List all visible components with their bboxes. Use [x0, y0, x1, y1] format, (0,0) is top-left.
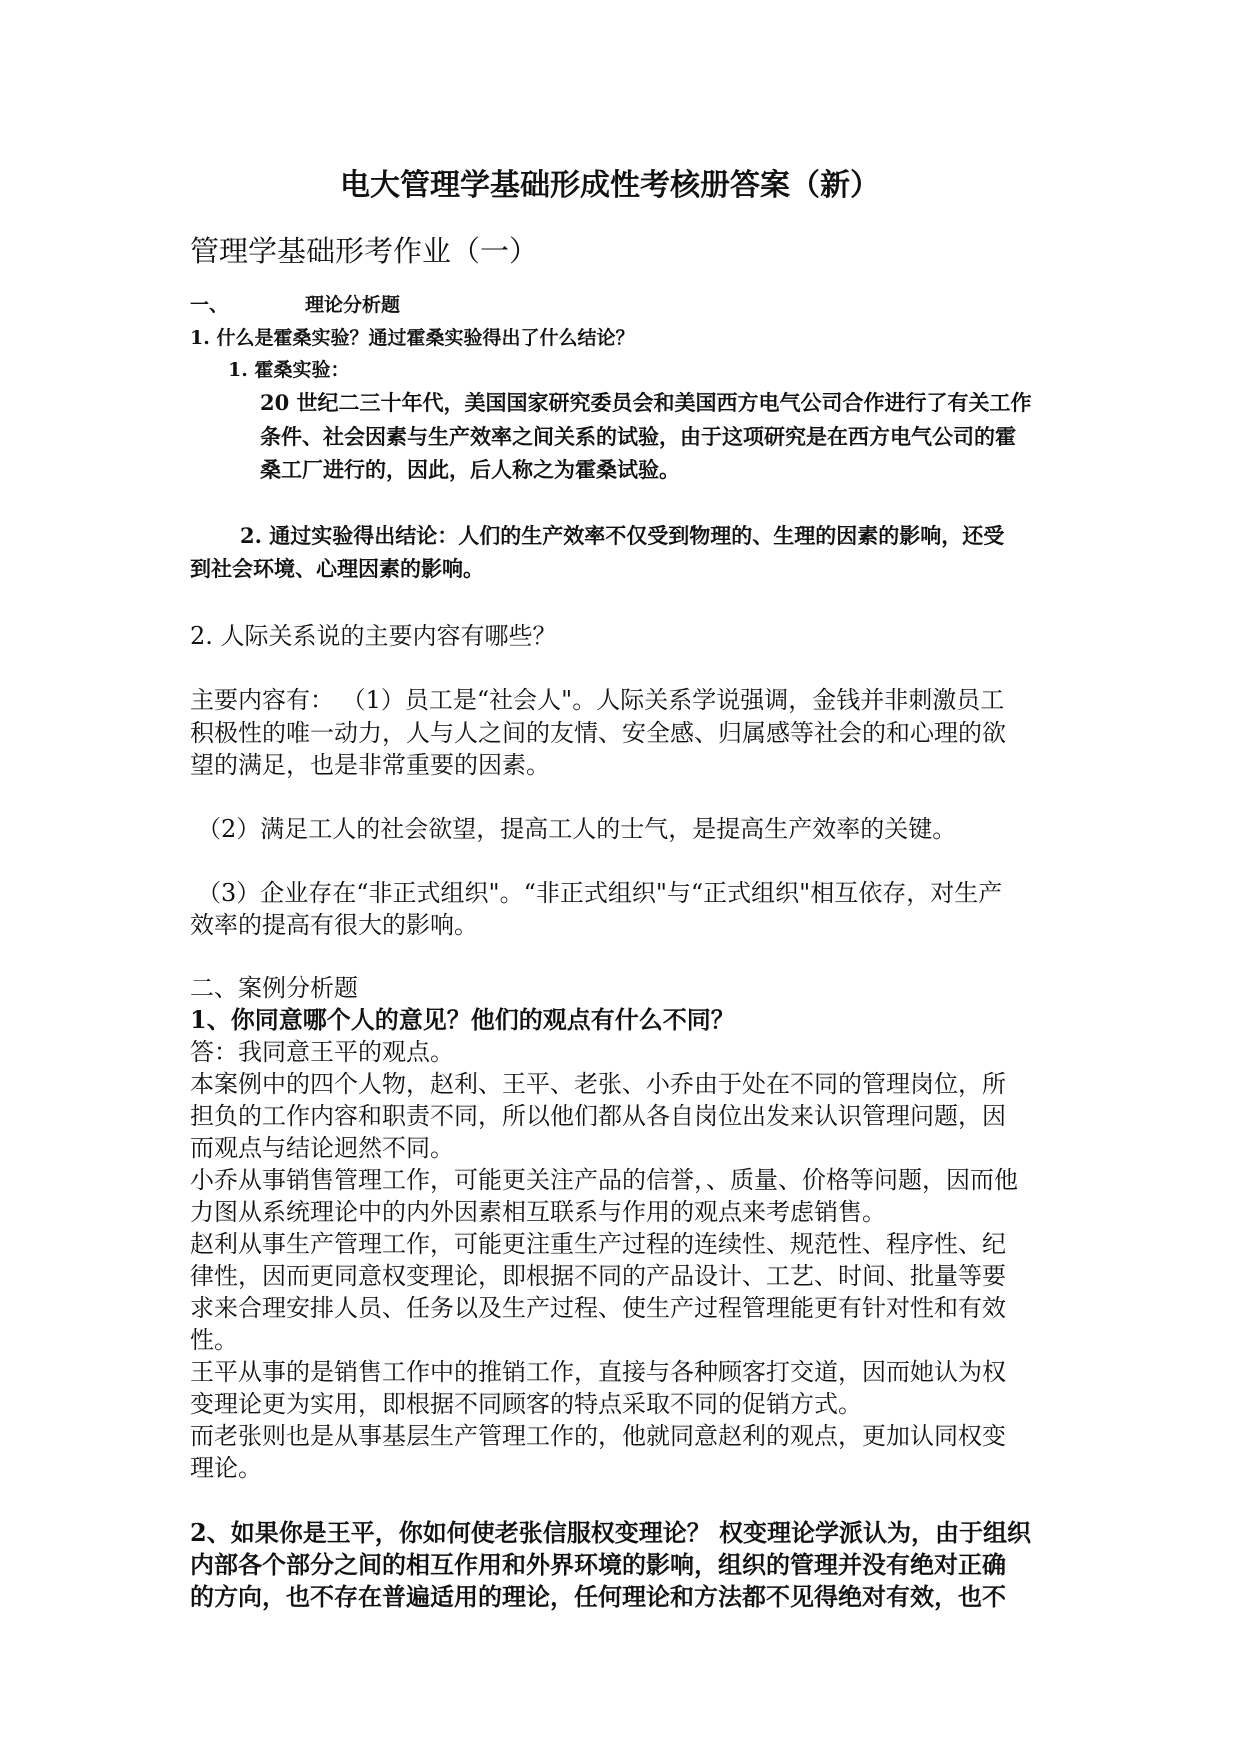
answer-line: 而观点与结论迥然不同。 — [190, 1134, 454, 1162]
answer-line: 的方向，也不存在普遍适用的理论，任何理论和方法都不见得绝对有效，也不 — [190, 1582, 1006, 1611]
answer-line: 赵利从事生产管理工作，可能更注重生产过程的连续性、规范性、程序性、纪 — [190, 1230, 1006, 1258]
question-text: 2、如果你是王平，你如何使老张信服权变理论？ 权变理论学派认为，由于组织 — [190, 1518, 1032, 1547]
answer-line: 力图从系统理论中的内外因素相互联系与作用的观点来考虑销售。 — [190, 1198, 886, 1226]
answer-line: 理论。 — [190, 1454, 262, 1482]
answer-line: 求来合理安排人员、任务以及生产过程、使生产过程管理能更有针对性和有效 — [190, 1294, 1006, 1322]
answer-line: 积极性的唯一动力，人与人之间的友情、安全感、归属感等社会的和心理的欲 — [190, 719, 1006, 747]
answer-line: 到社会环境、心理因素的影响。 — [190, 556, 484, 581]
question-text: 1、你同意哪个人的意见？他们的观点有什么不同？ — [190, 1005, 735, 1034]
answer-line: 变理论更为实用，即根据不同顾客的特点采取不同的促销方式。 — [190, 1390, 862, 1418]
question-text: 1. 什么是霍桑实验？通过霍桑实验得出了什么结论？ — [190, 327, 635, 349]
question-text: 2. 人际关系说的主要内容有哪些？ — [190, 622, 557, 650]
answer-point: （3）企业存在“非正式组织"。“非正式组织"与“正式组织"相互依存，对生产 — [197, 879, 1003, 907]
answer-line: 主要内容有： （1）员工是“社会人"。人际关系学说强调，金钱并非刺激员工 — [190, 686, 1005, 714]
document-title: 电大管理学基础形成性考核册答案（新） — [340, 168, 880, 203]
answer-label: 1. 霍桑实验： — [228, 359, 350, 381]
answer-line: 20 世纪二三十年代，美国国家研究委员会和美国西方电气公司合作进行了有关工作 — [260, 390, 1032, 415]
answer-line: 而老张则也是从事基层生产管理工作的，他就同意赵利的观点，更加认同权变 — [190, 1422, 1006, 1450]
answer-line: 内部各个部分之间的相互作用和外界环境的影响，组织的管理并没有绝对正确 — [190, 1550, 1006, 1579]
answer-line: 答：我同意王平的观点。 — [190, 1038, 454, 1066]
answer-line: 律性，因而更同意权变理论，即根据不同的产品设计、工艺、时间、批量等要 — [190, 1262, 1006, 1290]
answer-line: 小乔从事销售管理工作，可能更关注产品的信誉，、质量、价格等问题，因而他 — [190, 1166, 1018, 1194]
section-heading: 二、案例分析题 — [190, 974, 358, 1002]
section-heading: 理论分析题 — [305, 294, 401, 316]
answer-point: （2）满足工人的社会欲望，提高工人的士气，是提高生产效率的关键。 — [197, 815, 957, 843]
answer-line: 条件、社会因素与生产效率之间关系的试验，由于这项研究是在西方电气公司的霍 — [260, 424, 1016, 449]
section-marker: 一、 — [190, 294, 229, 316]
answer-line: 性。 — [190, 1326, 238, 1354]
answer-line: 望的满足，也是非常重要的因素。 — [190, 751, 550, 779]
answer-line: 本案例中的四个人物，赵利、王平、老张、小乔由于处在不同的管理岗位，所 — [190, 1070, 1006, 1098]
assignment-subtitle: 管理学基础形考作业（一） — [190, 234, 539, 268]
answer-line: 2. 通过实验得出结论：人们的生产效率不仅受到物理的、生理的因素的影响，还受 — [240, 523, 1005, 548]
answer-line: 桑工厂进行的，因此，后人称之为霍桑试验。 — [260, 457, 680, 482]
answer-line: 效率的提高有很大的影响。 — [190, 911, 478, 939]
answer-line: 王平从事的是销售工作中的推销工作，直接与各种顾客打交道，因而她认为权 — [190, 1358, 1006, 1386]
answer-line: 担负的工作内容和职责不同，所以他们都从各自岗位出发来认识管理问题，因 — [190, 1102, 1006, 1130]
